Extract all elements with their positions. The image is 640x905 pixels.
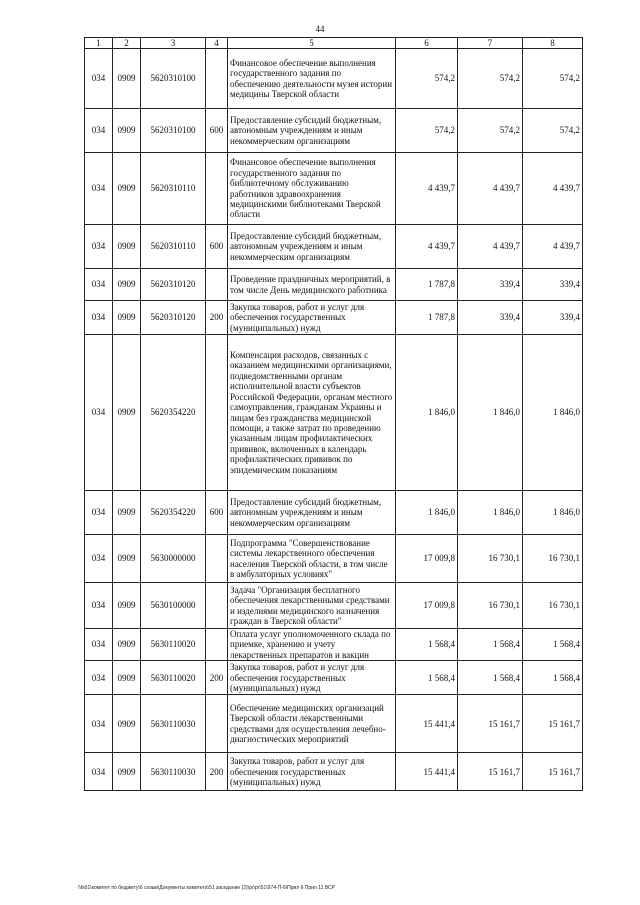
table-row xyxy=(85,753,583,791)
amount-col-7-cell: 1 568,4 xyxy=(458,629,523,661)
target-article-code-cell: 5620310100 xyxy=(141,49,206,109)
column-header: 3 xyxy=(141,38,206,49)
amount-col-6-cell: 574,2 xyxy=(396,109,458,153)
target-article-code-cell: 5620310110 xyxy=(141,153,206,225)
target-article-code-cell: 5630000000 xyxy=(141,535,206,583)
page-number: 44 xyxy=(315,24,325,34)
amount-col-7-cell: 16 730,1 xyxy=(458,583,523,629)
description-cell: Компенсация расходов, связанных с оказанием медицинскими организациями, подведомственными органам исполнительной власти субъектов Российской Федерации, органам местного самоуправления, гражданам Украины и лицам без гражданства медицинской помощи, а также затрат по проведению указанным лицам профилактических прививок, включенных в календарь профилактических прививок по эпидемическим показаниям xyxy=(228,335,396,491)
admin-code-cell: 034 xyxy=(85,49,113,109)
description-cell: Финансовое обеспечение выполнения государственного задания по обеспечению деятельности музея истории медицины Тверской области xyxy=(228,49,396,109)
expense-type-code-cell: 600 xyxy=(206,109,228,153)
amount-col-8-cell: 15 161,7 xyxy=(523,753,583,791)
amount-col-7-cell: 1 846,0 xyxy=(458,335,523,491)
expense-type-code-cell xyxy=(206,629,228,661)
description-cell: Подпрограмма "Совершенствование системы лекарственного обеспечения населения Тверской области, в том числе в амбулаторных условиях" xyxy=(228,535,396,583)
table-row xyxy=(85,109,583,153)
table-row xyxy=(85,535,583,583)
section-code-cell: 0909 xyxy=(113,583,141,629)
description-cell: Предоставление субсидий бюджетным, автономным учреждениям и иным некоммерческим организациям xyxy=(228,225,396,269)
amount-col-7-cell: 15 161,7 xyxy=(458,695,523,753)
expense-type-code-cell xyxy=(206,269,228,301)
budget-table xyxy=(84,37,583,791)
section-code-cell: 0909 xyxy=(113,49,141,109)
table-row xyxy=(85,695,583,753)
amount-col-8-cell: 339,4 xyxy=(523,301,583,335)
amount-col-6-cell: 15 441,4 xyxy=(396,753,458,791)
admin-code-cell: 034 xyxy=(85,661,113,695)
amount-col-8-cell: 339,4 xyxy=(523,269,583,301)
table-row xyxy=(85,269,583,301)
amount-col-6-cell: 1 568,4 xyxy=(396,629,458,661)
amount-col-8-cell: 4 439,7 xyxy=(523,225,583,269)
target-article-code-cell: 5620310120 xyxy=(141,301,206,335)
section-code-cell: 0909 xyxy=(113,695,141,753)
admin-code-cell: 034 xyxy=(85,491,113,535)
amount-col-6-cell: 1 846,0 xyxy=(396,491,458,535)
amount-col-6-cell: 4 439,7 xyxy=(396,153,458,225)
amount-col-6-cell: 1 846,0 xyxy=(396,335,458,491)
table-row xyxy=(85,335,583,491)
expense-type-code-cell xyxy=(206,535,228,583)
amount-col-8-cell: 1 846,0 xyxy=(523,491,583,535)
amount-col-6-cell: 574,2 xyxy=(396,49,458,109)
expense-type-code-cell xyxy=(206,583,228,629)
table-row xyxy=(85,629,583,661)
column-header: 4 xyxy=(206,38,228,49)
description-cell: Закупка товаров, работ и услуг для обеспечения государственных (муниципальных) нужд xyxy=(228,301,396,335)
section-code-cell: 0909 xyxy=(113,629,141,661)
section-code-cell: 0909 xyxy=(113,661,141,695)
description-cell: Обеспечение медицинских организаций Тверской области лекарственными средствами для осуществления лечебно-диагностических мероприятий xyxy=(228,695,396,753)
amount-col-7-cell: 339,4 xyxy=(458,301,523,335)
description-cell: Оплата услуг уполномоченного склада по приемке, хранению и учету лекарственных препаратов и вакцин xyxy=(228,629,396,661)
target-article-code-cell: 5620310110 xyxy=(141,225,206,269)
target-article-code-cell: 5620310100 xyxy=(141,109,206,153)
section-code-cell: 0909 xyxy=(113,153,141,225)
target-article-code-cell: 5620354220 xyxy=(141,335,206,491)
admin-code-cell: 034 xyxy=(85,269,113,301)
amount-col-8-cell: 15 161,7 xyxy=(523,695,583,753)
description-cell: Предоставление субсидий бюджетным, автономным учреждениям и иным некоммерческим организациям xyxy=(228,109,396,153)
amount-col-8-cell: 574,2 xyxy=(523,49,583,109)
amount-col-6-cell: 17 009,8 xyxy=(396,583,458,629)
amount-col-8-cell: 16 730,1 xyxy=(523,583,583,629)
expense-type-code-cell: 600 xyxy=(206,225,228,269)
admin-code-cell: 034 xyxy=(85,335,113,491)
description-cell: Задача "Организация бесплатного обеспечения лекарственными средствами и изделиями медицинского назначения граждан в Тверской области" xyxy=(228,583,396,629)
table-row xyxy=(85,491,583,535)
column-header: 5 xyxy=(228,38,396,49)
admin-code-cell: 034 xyxy=(85,629,113,661)
amount-col-7-cell: 574,2 xyxy=(458,109,523,153)
target-article-code-cell: 5630110030 xyxy=(141,695,206,753)
section-code-cell: 0909 xyxy=(113,225,141,269)
section-code-cell: 0909 xyxy=(113,335,141,491)
column-header: 6 xyxy=(396,38,458,49)
target-article-code-cell: 5630110020 xyxy=(141,629,206,661)
column-header: 8 xyxy=(523,38,583,49)
description-cell: Закупка товаров, работ и услуг для обеспечения государственных (муниципальных) нужд xyxy=(228,661,396,695)
amount-col-6-cell: 1 787,8 xyxy=(396,269,458,301)
amount-col-7-cell: 1 568,4 xyxy=(458,661,523,695)
admin-code-cell: 034 xyxy=(85,695,113,753)
amount-col-8-cell: 1 846,0 xyxy=(523,335,583,491)
description-cell: Закупка товаров, работ и услуг для обеспечения государственных (муниципальных) нужд xyxy=(228,753,396,791)
admin-code-cell: 034 xyxy=(85,535,113,583)
section-code-cell: 0909 xyxy=(113,109,141,153)
section-code-cell: 0909 xyxy=(113,753,141,791)
header-row xyxy=(85,38,583,49)
section-code-cell: 0909 xyxy=(113,269,141,301)
amount-col-7-cell: 4 439,7 xyxy=(458,225,523,269)
section-code-cell: 0909 xyxy=(113,301,141,335)
expense-type-code-cell xyxy=(206,695,228,753)
expense-type-code-cell: 200 xyxy=(206,753,228,791)
expense-type-code-cell xyxy=(206,49,228,109)
table-row xyxy=(85,49,583,109)
amount-col-7-cell: 339,4 xyxy=(458,269,523,301)
amount-col-7-cell: 15 161,7 xyxy=(458,753,523,791)
table-row xyxy=(85,301,583,335)
expense-type-code-cell: 600 xyxy=(206,491,228,535)
expense-type-code-cell: 200 xyxy=(206,301,228,335)
amount-col-8-cell: 574,2 xyxy=(523,109,583,153)
amount-col-6-cell: 15 441,4 xyxy=(396,695,458,753)
description-cell: Предоставление субсидий бюджетным, автономным учреждениям и иным некоммерческим организациям xyxy=(228,491,396,535)
admin-code-cell: 034 xyxy=(85,153,113,225)
table-row xyxy=(85,661,583,695)
amount-col-8-cell: 1 568,4 xyxy=(523,661,583,695)
target-article-code-cell: 5630100000 xyxy=(141,583,206,629)
target-article-code-cell: 5620310120 xyxy=(141,269,206,301)
admin-code-cell: 034 xyxy=(85,583,113,629)
expense-type-code-cell xyxy=(206,335,228,491)
section-code-cell: 0909 xyxy=(113,491,141,535)
admin-code-cell: 034 xyxy=(85,301,113,335)
amount-col-7-cell: 16 730,1 xyxy=(458,535,523,583)
amount-col-8-cell: 4 439,7 xyxy=(523,153,583,225)
table-row xyxy=(85,153,583,225)
file-path-footer: \\fs01\комитет по бюджету\6 созыв\Документы комитета\51 заседание (2)\pr\pr\51\974-П-6\Прил 6 Прил 11 ВСР xyxy=(78,885,335,891)
expense-type-code-cell xyxy=(206,153,228,225)
amount-col-7-cell: 4 439,7 xyxy=(458,153,523,225)
amount-col-7-cell: 574,2 xyxy=(458,49,523,109)
description-cell: Финансовое обеспечение выполнения государственного задания по библиотечному обслуживанию работников здравоохранения медицинскими библиотеками Тверской области xyxy=(228,153,396,225)
amount-col-7-cell: 1 846,0 xyxy=(458,491,523,535)
table-row xyxy=(85,583,583,629)
section-code-cell: 0909 xyxy=(113,535,141,583)
admin-code-cell: 034 xyxy=(85,109,113,153)
admin-code-cell: 034 xyxy=(85,753,113,791)
amount-col-6-cell: 1 787,8 xyxy=(396,301,458,335)
target-article-code-cell: 5620354220 xyxy=(141,491,206,535)
column-header: 7 xyxy=(458,38,523,49)
description-cell: Проведение праздничных мероприятий, в том числе День медицинского работника xyxy=(228,269,396,301)
amount-col-6-cell: 4 439,7 xyxy=(396,225,458,269)
admin-code-cell: 034 xyxy=(85,225,113,269)
table-row xyxy=(85,225,583,269)
amount-col-6-cell: 1 568,4 xyxy=(396,661,458,695)
amount-col-6-cell: 17 009,8 xyxy=(396,535,458,583)
column-header: 2 xyxy=(113,38,141,49)
target-article-code-cell: 5630110030 xyxy=(141,753,206,791)
amount-col-8-cell: 16 730,1 xyxy=(523,535,583,583)
amount-col-8-cell: 1 568,4 xyxy=(523,629,583,661)
expense-type-code-cell: 200 xyxy=(206,661,228,695)
column-header: 1 xyxy=(85,38,113,49)
target-article-code-cell: 5630110020 xyxy=(141,661,206,695)
